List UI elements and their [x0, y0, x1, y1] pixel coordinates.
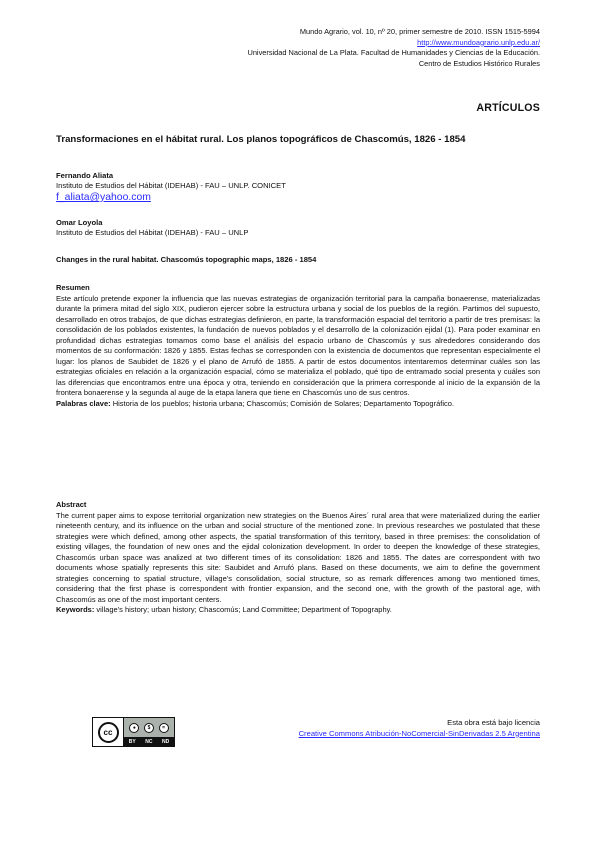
author-2: [56, 218, 248, 238]
section-label: ARTÍCULOS: [476, 102, 540, 114]
keywords-text: Historia de los pueblos; historia urbana; Chascomús; Comisión de Solares; Departamento Topográfico.: [110, 399, 454, 409]
badge-code-nc: NC: [145, 738, 153, 745]
abstract-keywords: [56, 605, 540, 616]
license-intro: Esta obra está bajo licencia: [447, 718, 540, 727]
license-link[interactable]: Creative Commons Atribución-NoComercial-SinDerivadas 2.5 Argentina: [298, 728, 540, 738]
badge-code-nd: ND: [161, 738, 170, 745]
resumen-text: Este artículo pretende exponer la influencia que las nuevas estrategias de organización territorial para la campaña bonaerense, materializadas durante la primera mitad del siglo XIX, pudieron ejercer sobre la estructura urbana y social de los pueblos de la región. Partimos del supuesto, desarrollado en otros trabajos, de que dichas estrategias definieron, en parte, la transformación espacial del territorio a partir de tres premisas: la consolidación de los poblados existentes, la fundación de nuevos poblados y el desarrollo de la colonización ejidal (1). Para poder examinar en profundidad dichas estrategias tomamos como base el análisis del espacio urbano de Chascomús y sus alrededores considerando dos momentos de su conformación: 1826 y 1855. Estas fechas se corresponden con la existencia de documentos que representan especialmente el lugar: los planos de Saubidet de 1826 y el plano de Arrufó de 1855. A partir de estos documentos intentaremos determinar cuáles son las estrategias oficiales en relación a la organización espacial, cómo se materializa el poblado, qué tipo de entramado social presenta y cuáles son las diferencias que encontramos entre una época y otra, teniendo en consideración que la primera corresponde al inicio de la expansión de la frontera bonaerense y la segunda al auge de la etapa lanera que tiene en Chascomús uno de sus centros.: [56, 293, 540, 398]
noncommercial-icon: $: [144, 723, 154, 733]
noderivatives-icon: =: [159, 723, 169, 733]
keywords-label: Palabras clave:: [56, 399, 111, 409]
abstract-text: The current paper aims to expose territorial organization new strategies on the Buenos Aires´ rural area that were materialized during the earlier nineteenth century, and its influence on the urban and social structure of the mentioned zone. In previous researches we postulated that these strategies were which defined, among other aspects, the spatial transformation of this territory, based in three premises: the consolidation of existing villages, the foundation of new ones and the ejidal colonization development. In order to deepen the knowledge of these strategies, Chascomús urban space was analized at two different times of its consolidation: 1826 and 1855. The dates are correspondent with two documents whose spatially represents this site: Saubidet and Arrufó plans. Based on these documents, we aim to define the government strategies concerning to spatial structure, village's consolidation, social structure, so as remark differences among two mentioned times, considering that the first phase is correspondent with frontier expansion, and the second one, with the growth of the pastoral age, with Chascomús as one of the most important centers.: [56, 510, 540, 604]
cc-license-badge[interactable]: [92, 717, 175, 747]
article-page: [56, 0, 540, 842]
article-title: Transformaciones en el hábitat rural. Los planos topográficos de Chascomús, 1826 - 1854: [56, 134, 466, 145]
author-name: Fernando Aliata: [56, 171, 114, 180]
author-affiliation: Instituto de Estudios del Hábitat (IDEHAB) - FAU – UNLP. CONICET: [56, 181, 286, 190]
license-footer: [92, 713, 540, 753]
author-1: [56, 171, 286, 204]
journal-citation: Mundo Agrario, vol. 10, nº 20, primer semestre de 2010. ISSN 1515-5994: [299, 27, 540, 36]
attribution-icon: ●: [129, 723, 139, 733]
creative-commons-icon: cc: [98, 722, 119, 743]
author-affiliation: Instituto de Estudios del Hábitat (IDEHAB) - FAU – UNLP: [56, 228, 249, 237]
keywords-text: village's history; urban history; Chascomús; Land Committee; Department of Topography.: [94, 605, 392, 615]
resumen-heading: Resumen: [56, 283, 90, 292]
keywords-label: Keywords:: [56, 605, 95, 615]
resumen-section: [56, 283, 540, 410]
badge-code-by: BY: [128, 738, 136, 745]
research-center-line: Centro de Estudios Histórico Rurales: [418, 58, 540, 68]
abstract-section: [56, 500, 540, 616]
author-email-link[interactable]: f_aliata@yahoo.com: [56, 192, 151, 203]
journal-url-link[interactable]: http://www.mundoagrario.unlp.edu.ar/: [417, 37, 540, 47]
english-title: Changes in the rural habitat. Chascomús topographic maps, 1826 - 1854: [56, 255, 317, 264]
license-text: [299, 718, 540, 739]
institution-line: Universidad Nacional de La Plata. Facultad de Humanidades y Ciencias de la Educación.: [247, 48, 540, 58]
resumen-keywords: [56, 399, 540, 410]
author-name: Omar Loyola: [56, 218, 103, 227]
abstract-heading: Abstract: [56, 500, 87, 509]
journal-header: [140, 27, 540, 69]
